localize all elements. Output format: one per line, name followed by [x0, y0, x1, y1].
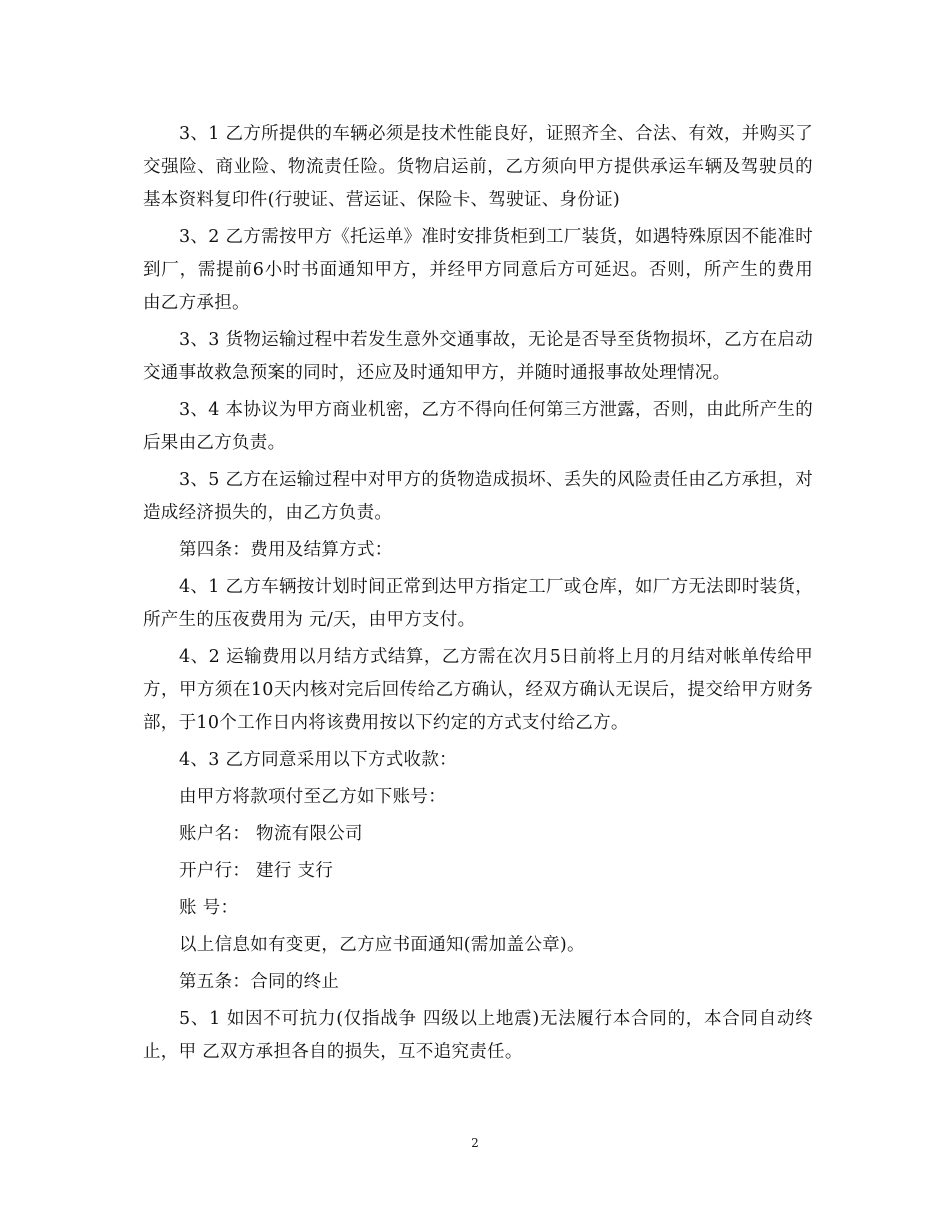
clause-3-3: 3、3 货物运输过程中若发生意外交通事故，无论是否导至货物损坏，乙方在启动交通事故救急预案的同时，还应及时通知甲方，并随时通报事故处理情况。 — [143, 330, 813, 383]
account-name: 账户名： 物流有限公司 — [179, 824, 363, 844]
clause-3-2: 3、2 乙方需按甲方《托运单》准时安排货柜到工厂装货，如遇特殊原因不能准时到厂，需提前6小时书面通知甲方，并经甲方同意后方可延迟。否则，所产生的费用由乙方承担。 — [143, 227, 813, 313]
document-body — [143, 118, 813, 1073]
clause-5-1: 5、1 如因不可抗力(仅指战争 四级以上地震)无法履行本合同的，本合同自动终止，甲 乙双方承担各自的损失，互不追究责任。 — [143, 1009, 813, 1062]
article-4-heading: 第四条：费用及结算方式： — [179, 540, 393, 560]
clause-4-1: 4、1 乙方车辆按计划时间正常到达甲方指定工厂或仓库，如厂方无法即时装货，所产生的压夜费用为 元/天，由甲方支付。 — [143, 577, 813, 630]
clause-4-3: 4、3 乙方同意采用以下方式收款： — [179, 750, 457, 770]
article-5-heading: 第五条：合同的终止 — [179, 972, 340, 992]
account-bank: 开户行： 建行 支行 — [179, 861, 334, 881]
clause-3-5: 3、5 乙方在运输过程中对甲方的货物造成损坏、丢失的风险责任由乙方承担，对造成经济损失的，由乙方负责。 — [143, 470, 813, 523]
payment-instruction: 由甲方将款项付至乙方如下账号： — [179, 787, 446, 807]
clause-3-4: 3、4 本协议为甲方商业机密，乙方不得向任何第三方泄露，否则，由此所产生的后果由乙方负责。 — [143, 400, 813, 453]
clause-4-2: 4、2 运输费用以月结方式结算，乙方需在次月5日前将上月的月结对帐单传给甲方，甲方须在10天内核对完后回传给乙方确认，经双方确认无误后，提交给甲方财务部，于10个工作日内将该费用按以下约定的方式支付给乙方。 — [143, 647, 813, 733]
page-number: 2 — [471, 1136, 479, 1150]
change-notice: 以上信息如有变更，乙方应书面通知(需加盖公章)。 — [179, 935, 585, 955]
clause-3-1: 3、1 乙方所提供的车辆必须是技术性能良好，证照齐全、合法、有效，并购买了交强险、商业险、物流责任险。货物启运前，乙方须向甲方提供承运车辆及驾驶员的基本资料复印件(行驶证、营运证、保险卡、驾驶证、身份证) — [143, 124, 813, 210]
account-number: 账 号： — [179, 898, 239, 918]
